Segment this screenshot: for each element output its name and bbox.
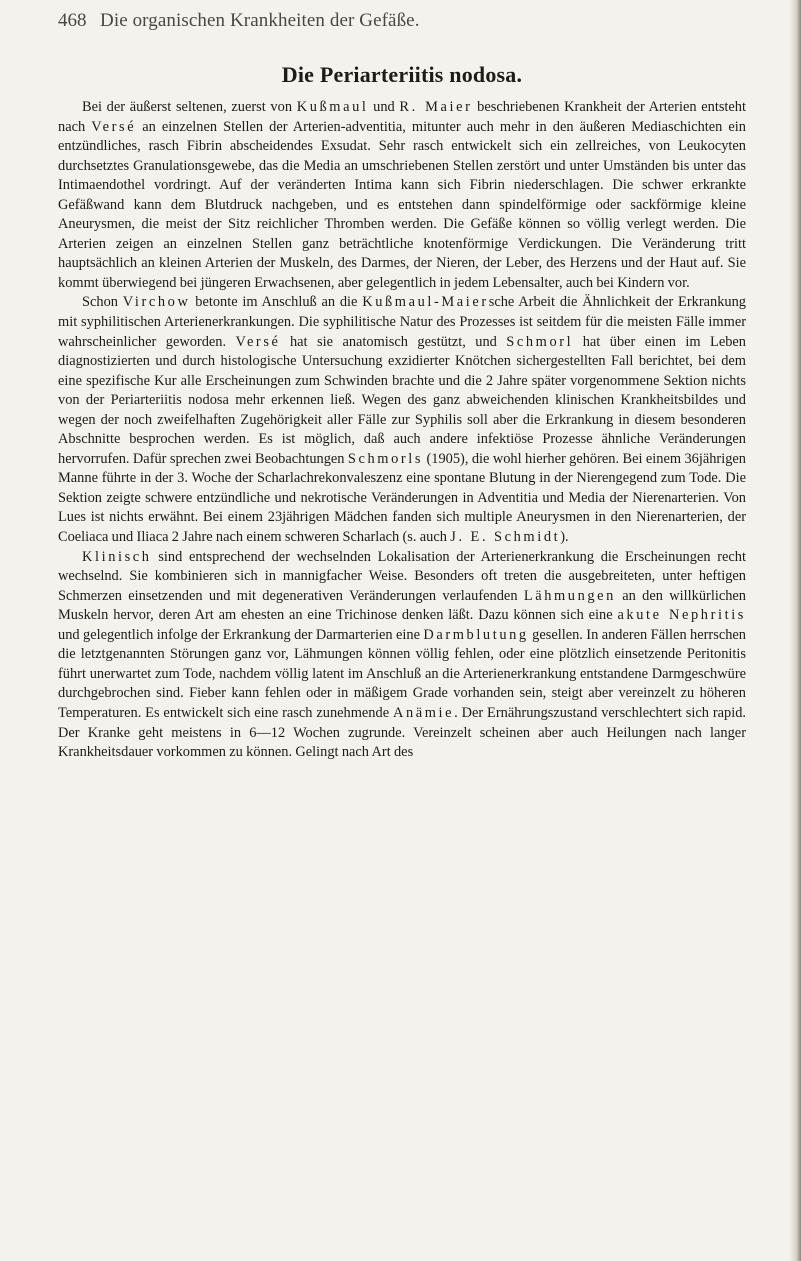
name-schmorls: Schmorls <box>347 450 424 467</box>
body-text <box>58 98 746 763</box>
paragraph-1: Bei der äußerst seltenen, zuerst von Kußmaul und R. Maier beschriebenen Krankheit der Arterien entsteht nach Versé an einzelnen Stellen der Arterien-adventitia, mitunter auch mehr in den äußeren Mediaschichten ein entzündliches, rasch Fibrin abscheidendes Exsudat. Sehr rasch entwickelt sich ein zellreiches, von Leukocyten durchsetztes Granulationsgewebe, das die Media an umschriebenen Stellen zerstört und unter Umständen bis unter das Intimaendothel vordringt. Auf der veränderten Intima kann sich Fibrin niederschlagen. Die schwer erkrankte Gefäßwand kann dem Blutdruck nachgeben, und es entstehen dann spindelförmige oder sackförmige kleine Aneurysmen, die meist der Sitz reichlicher Thromben werden. Die Gefäße können so völlig verlegt werden. Die Arterien zeigen an einzelnen Stellen ganz beträchtliche knotenförmige Verdickungen. Die Veränderung tritt hauptsächlich an kleinen Arterien der Muskeln, des Darmes, der Nieren, der Leber, des Herzens und der Haut auf. Sie kommt überwiegend bei jüngeren Erwachsenen, aber gelegentlich in jedem Lebensalter, auch bei Kindern vor. <box>58 99 746 291</box>
section-title: Die Periarteriitis nodosa. <box>281 62 523 87</box>
name-schmorl: Schmorl <box>506 333 574 350</box>
name-schmidt: J. E. Schmidt <box>450 529 561 546</box>
term-laehmungen: Lähmungen <box>523 587 616 604</box>
name-virchow: Virchow <box>122 294 191 311</box>
page-number: 468 <box>58 10 87 31</box>
paragraph-3: Klinisch sind entsprechend der wechselnden Lokalisation der Arterienerkrankung die Erscheinungen recht wechselnd. Sie kombinieren sich in mannigfacher Weise. Besonders oft treten die ausgebreiteten, unter heftigen Schmerzen einsetzenden und mit degenerativen Veränderungen verlaufenden Lähmungen an den willkürlichen Muskeln hervor, deren Art am ehesten an eine Trichinose denken läßt. Dazu können sich eine akute Nephritis und gelegentlich infolge der Erkrankung der Darmarterien eine Darmblutung gesellen. In anderen Fällen herrschen die letztgenannten Störungen ganz vor, Lähmungen können völlig fehlen, oder eine plötzlich einsetzende Peritonitis führt unerwartet zum Tode, nachdem völlig latent im Anschluß an die Arterienerkrankung entstandene Darmgeschwüre durchgebrochen sind. Fieber kann fehlen oder in mäßigem Grade vorhanden sein, steigt aber vereinzelt zu höheren Temperaturen. Es entwickelt sich eine rasch zunehmende Anämie. Der Ernährungszustand verschlechtert sich rapid. Der Kranke geht meistens in 6—12 Wochen zugrunde. Vereinzelt scheinen aber auch Heilungen nach langer Krankheitsdauer vorkommen zu können. Gelingt nach Art des <box>58 548 747 761</box>
name-r-maier: R. Maier <box>399 99 473 115</box>
term-anaemie: Anämie <box>392 704 455 721</box>
paragraph-2: Schon Virchow betonte im Anschluß an die Kußmaul-Maiersche Arbeit die Ähnlichkeit der Erkrankung mit syphilitischen Arterienerkrankungen. Die syphilitische Natur des Prozesses ist seitdem für die meisten Fälle immer wahrscheinlicher geworden. Versé hat sie anatomisch gestützt, und Schmorl hat über einen im Leben diagnostizierten und durch histologische Untersuchung exzidierter Knötchen sichergestellten Fall berichtet, bei dem eine spezifische Kur alle Erscheinungen zum Schwinden brachte und die 2 Jahre später vorgenommene Sektion nichts von der Periarteriitis nodosa mehr erkennen ließ. Wegen des ganz abweichenden klinischen Krankheitsbildes und wegen der noch zweifelhaften Zugehörigkeit aller Fälle zur Syphilis soll aber die Erkrankung in diesem besonderen Abschnitte besprochen werden. Es ist möglich, daß auch andere infektiöse Prozesse ähnliche Veränderungen hervorrufen. Dafür sprechen zwei Beobachtungen Schmorls (1905), die wohl hierher gehören. Bei einem 36jährigen Manne führte in der 3. Woche der Scharlachrekonvaleszenz eine spontane Blutung in der Nierengegend zum Tode. Die Sektion zeigte schwere entzündliche und nekrotische Veränderungen in Adventitia und Media der Nierenarterien. Von Lues ist nichts erwähnt. Bei einem 23jährigen Mädchen fanden sich multiple Aneurysmen in den Nierenarterien, der Coeliaca und Iliaca 2 Jahre nach einem schweren Scharlach (s. auch J. E. Schmidt). <box>58 294 746 546</box>
running-head <box>58 10 746 40</box>
name-kussmaul: Kußmaul <box>296 99 369 115</box>
term-akute-nephritis: akute Nephritis <box>617 607 746 624</box>
term-darmblutung: Darmblutung <box>423 626 529 643</box>
name-kussmaul-maier: Kußmaul-Maier <box>362 294 489 311</box>
running-title: Die organischen Krankheiten der Gefäße. <box>100 10 420 31</box>
name-verse: Versé <box>91 118 137 135</box>
page-edge-shadow <box>789 0 801 1261</box>
term-klinisch: Klinisch <box>82 548 152 565</box>
name-verse: Versé <box>235 333 281 350</box>
